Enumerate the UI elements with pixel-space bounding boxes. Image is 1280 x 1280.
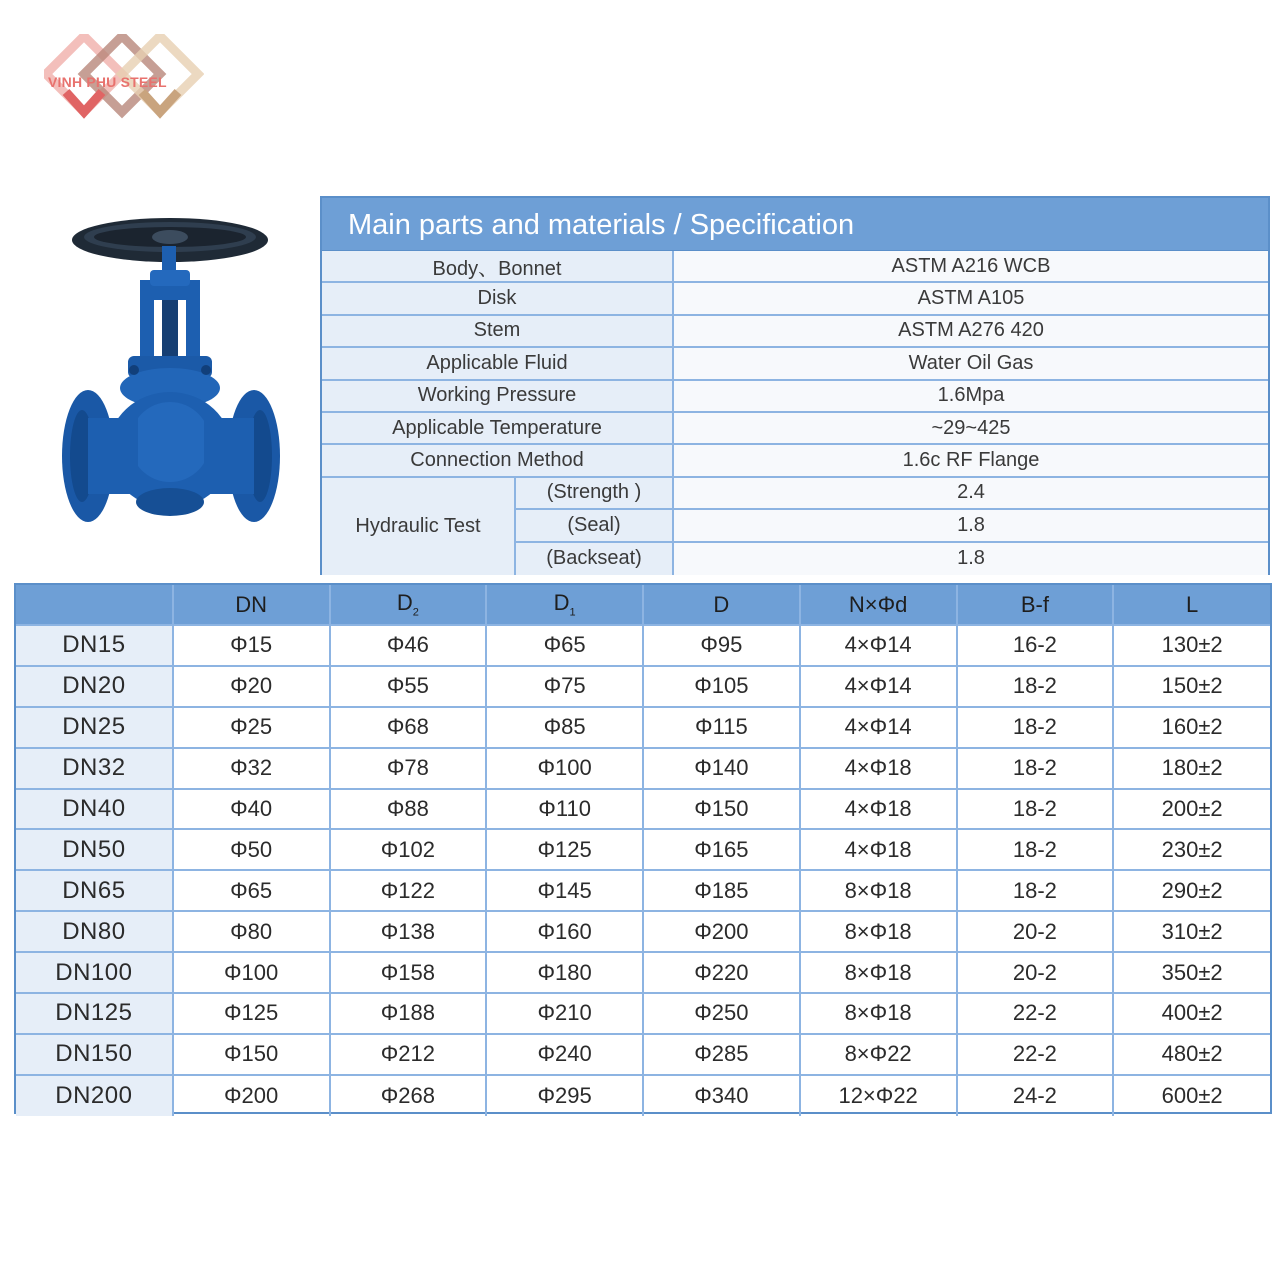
table-cell: Φ150: [643, 789, 800, 830]
spec-table: [320, 196, 1270, 575]
table-cell: Φ210: [486, 993, 643, 1034]
table-cell: 180±2: [1113, 748, 1270, 789]
table-cell: Φ50: [173, 829, 330, 870]
table-cell: 4×Φ14: [800, 707, 957, 748]
hydraulic-sub-label: (Backseat): [516, 543, 674, 575]
header-cell-empty: [16, 585, 173, 625]
header-cell-d1: $D_1$: [486, 585, 643, 625]
table-cell: Φ180: [486, 952, 643, 993]
spec-value: ASTM A105: [674, 283, 1268, 315]
table-cell: 20-2: [957, 952, 1114, 993]
spec-value: ASTM A276 420: [674, 316, 1268, 348]
table-cell: Φ250: [643, 993, 800, 1034]
dimensions-table: [14, 583, 1272, 1114]
row-size-label: DN125: [16, 993, 173, 1034]
table-cell: Φ285: [643, 1034, 800, 1075]
spec-value: 1.6Mpa: [674, 381, 1268, 413]
table-row: [16, 993, 1270, 1034]
table-cell: Φ200: [643, 911, 800, 952]
table-cell: Φ122: [330, 870, 487, 911]
table-cell: 18-2: [957, 666, 1114, 707]
table-cell: Φ150: [173, 1034, 330, 1075]
table-row: [16, 625, 1270, 666]
table-cell: Φ188: [330, 993, 487, 1034]
row-size-label: DN25: [16, 707, 173, 748]
row-size-label: DN80: [16, 911, 173, 952]
table-cell: Φ55: [330, 666, 487, 707]
spec-value: Water Oil Gas: [674, 348, 1268, 380]
table-cell: 20-2: [957, 911, 1114, 952]
table-cell: Φ110: [486, 789, 643, 830]
hydraulic-sub-label: (Seal): [516, 510, 674, 542]
header-cell-l: L: [1113, 585, 1270, 625]
table-cell: 8×Φ18: [800, 870, 957, 911]
table-cell: 400±2: [1113, 993, 1270, 1034]
table-cell: 4×Φ18: [800, 789, 957, 830]
table-cell: Φ268: [330, 1075, 487, 1116]
header-cell-dn: DN: [173, 585, 330, 625]
table-cell: Φ138: [330, 911, 487, 952]
table-cell: 18-2: [957, 870, 1114, 911]
row-size-label: DN32: [16, 748, 173, 789]
table-cell: Φ65: [173, 870, 330, 911]
row-size-label: DN100: [16, 952, 173, 993]
spec-label: Body、Bonnet: [322, 251, 674, 283]
table-row: [16, 1034, 1270, 1075]
spec-grid: [322, 250, 1268, 575]
table-row: [16, 707, 1270, 748]
brand-name: VINH PHU STEEL: [48, 74, 167, 90]
table-cell: Φ145: [486, 870, 643, 911]
table-cell: Φ140: [643, 748, 800, 789]
table-cell: 18-2: [957, 829, 1114, 870]
table-cell: 230±2: [1113, 829, 1270, 870]
spec-label: Disk: [322, 283, 674, 315]
table-cell: Φ100: [486, 748, 643, 789]
row-size-label: DN150: [16, 1034, 173, 1075]
hydraulic-value: 1.8: [674, 510, 1268, 542]
row-size-label: DN15: [16, 625, 173, 666]
spec-label: Applicable Temperature: [322, 413, 674, 445]
table-cell: 18-2: [957, 789, 1114, 830]
table-row: [16, 748, 1270, 789]
table-cell: 12×Φ22: [800, 1075, 957, 1116]
header-cell-nxd: N×Φd: [800, 585, 957, 625]
table-cell: Φ125: [173, 993, 330, 1034]
hydraulic-test-label: Hydraulic Test: [322, 478, 516, 575]
table-cell: Φ80: [173, 911, 330, 952]
dimensions-header-row: [16, 585, 1270, 625]
table-cell: 18-2: [957, 707, 1114, 748]
table-row: [16, 789, 1270, 830]
table-cell: Φ68: [330, 707, 487, 748]
table-cell: 8×Φ18: [800, 993, 957, 1034]
spec-value: ~29~425: [674, 413, 1268, 445]
table-row: [16, 870, 1270, 911]
table-cell: Φ100: [173, 952, 330, 993]
table-cell: 4×Φ18: [800, 829, 957, 870]
table-cell: Φ95: [643, 625, 800, 666]
spec-value: ASTM A216 WCB: [674, 251, 1268, 283]
table-cell: 4×Φ14: [800, 625, 957, 666]
table-row: [16, 911, 1270, 952]
table-cell: 8×Φ22: [800, 1034, 957, 1075]
globe-valve-image: [58, 210, 288, 540]
hydraulic-value: 1.8: [674, 543, 1268, 575]
table-cell: Φ220: [643, 952, 800, 993]
table-cell: Φ32: [173, 748, 330, 789]
table-cell: Φ185: [643, 870, 800, 911]
table-cell: Φ85: [486, 707, 643, 748]
spec-title: Main parts and materials / Specification: [322, 198, 1268, 250]
table-cell: 4×Φ14: [800, 666, 957, 707]
hydraulic-value: 2.4: [674, 478, 1268, 510]
table-cell: Φ40: [173, 789, 330, 830]
table-cell: 16-2: [957, 625, 1114, 666]
table-cell: 130±2: [1113, 625, 1270, 666]
table-cell: 600±2: [1113, 1075, 1270, 1116]
table-cell: 18-2: [957, 748, 1114, 789]
table-cell: 8×Φ18: [800, 911, 957, 952]
table-cell: Φ212: [330, 1034, 487, 1075]
row-size-label: DN20: [16, 666, 173, 707]
spec-label: Working Pressure: [322, 381, 674, 413]
table-cell: Φ75: [486, 666, 643, 707]
table-cell: 4×Φ18: [800, 748, 957, 789]
table-cell: 24-2: [957, 1075, 1114, 1116]
table-cell: Φ165: [643, 829, 800, 870]
table-cell: 290±2: [1113, 870, 1270, 911]
table-cell: 310±2: [1113, 911, 1270, 952]
table-cell: Φ160: [486, 911, 643, 952]
table-cell: 22-2: [957, 993, 1114, 1034]
row-size-label: DN65: [16, 870, 173, 911]
spec-label: Applicable Fluid: [322, 348, 674, 380]
table-cell: Φ158: [330, 952, 487, 993]
table-cell: Φ105: [643, 666, 800, 707]
table-cell: 200±2: [1113, 789, 1270, 830]
table-cell: Φ240: [486, 1034, 643, 1075]
table-cell: 150±2: [1113, 666, 1270, 707]
header-cell-d: D: [643, 585, 800, 625]
table-cell: Φ20: [173, 666, 330, 707]
table-cell: Φ88: [330, 789, 487, 830]
table-cell: Φ46: [330, 625, 487, 666]
dimensions-body: [16, 625, 1270, 1116]
table-cell: Φ65: [486, 625, 643, 666]
spec-value: 1.6c RF Flange: [674, 445, 1268, 477]
table-cell: 22-2: [957, 1034, 1114, 1075]
table-row: [16, 952, 1270, 993]
table-cell: Φ340: [643, 1075, 800, 1116]
table-cell: Φ25: [173, 707, 330, 748]
spec-label: Stem: [322, 316, 674, 348]
hydraulic-sub-label: (Strength ): [516, 478, 674, 510]
row-size-label: DN50: [16, 829, 173, 870]
table-cell: Φ295: [486, 1075, 643, 1116]
table-cell: Φ15: [173, 625, 330, 666]
table-cell: 350±2: [1113, 952, 1270, 993]
row-size-label: DN40: [16, 789, 173, 830]
brand-logo: [44, 34, 204, 134]
table-row: [16, 666, 1270, 707]
table-cell: 160±2: [1113, 707, 1270, 748]
table-cell: Φ102: [330, 829, 487, 870]
header-cell-d2: $D_2$: [330, 585, 487, 625]
table-cell: Φ200: [173, 1075, 330, 1116]
table-row: [16, 1075, 1270, 1116]
table-row: [16, 829, 1270, 870]
table-cell: Φ78: [330, 748, 487, 789]
spec-label: Connection Method: [322, 445, 674, 477]
table-cell: Φ125: [486, 829, 643, 870]
header-cell-bf: B-f: [957, 585, 1114, 625]
row-size-label: DN200: [16, 1075, 173, 1116]
table-cell: Φ115: [643, 707, 800, 748]
table-cell: 480±2: [1113, 1034, 1270, 1075]
table-cell: 8×Φ18: [800, 952, 957, 993]
